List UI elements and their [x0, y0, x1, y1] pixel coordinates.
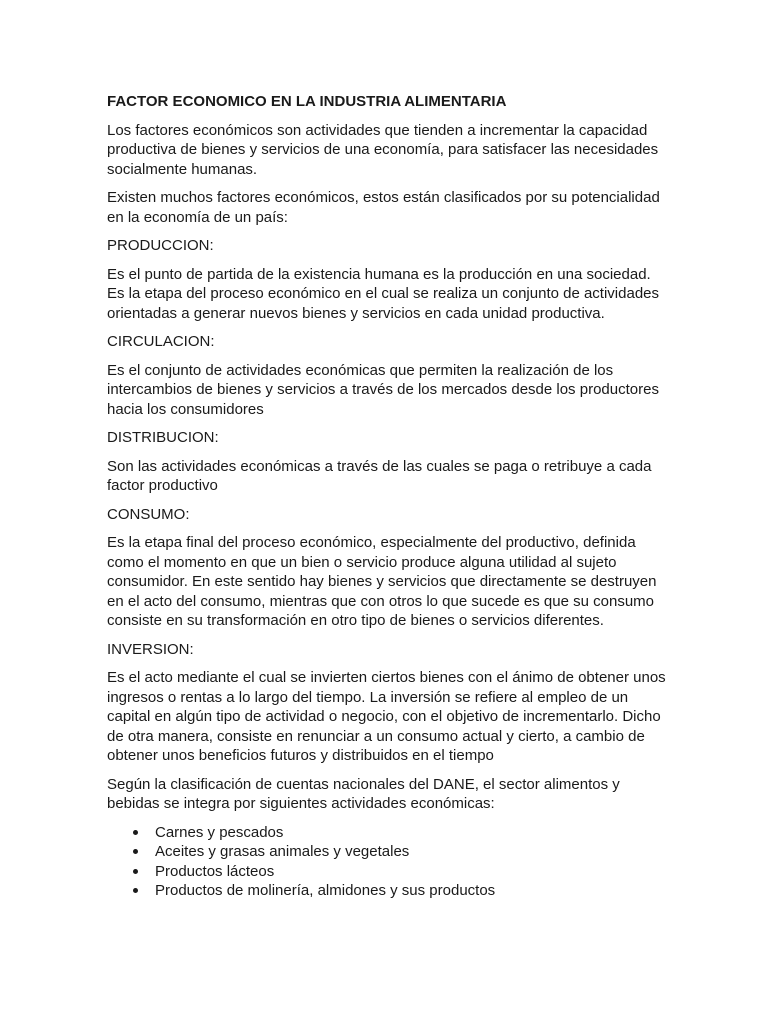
list-item — [155, 823, 667, 843]
section-text-circulacion: Es el conjunto de actividades económicas que permiten la realización de los intercambios de bienes y servicios a través de los mercados desde los productores hacia los consumidores — [107, 361, 659, 418]
list-item-text: Productos lácteos — [155, 862, 275, 880]
list-item — [155, 881, 667, 901]
section-text-produccion: Es el punto de partida de la existencia humana es la producción en una sociedad. Es la etapa del proceso económico en el cual se realiza un conjunto de actividades orientadas a generar nuevos bienes y servicios en cada unidad productiva. — [107, 265, 660, 322]
intro-paragraph-1: Los factores económicos son actividades que tienden a incrementar la capacidad productiva de bienes y servicios de una economía, para satisfacer las necesidades socialmente humanas. — [107, 121, 659, 178]
bullet-icon — [133, 849, 138, 854]
activities-list — [107, 823, 667, 901]
section-text-consumo: Es la etapa final del proceso económico, especialmente del productivo, definida como el momento en que un bien o servicio produce alguna utilidad al sujeto consumidor. En este sentido hay bienes y servicios que directamente se destruyen en el acto del consumo, mientras que con otros lo que sucede es que su consumo consiste en su transformación en otro tipo de bienes o servicios diferentes. — [107, 534, 657, 629]
document-page — [107, 92, 667, 901]
intro-paragraph-2: Existen muchos factores económicos, estos están clasificados por su potencialidad en la economía de un país: — [107, 189, 660, 226]
bullet-icon — [133, 830, 138, 835]
section-heading-circulacion: CIRCULACION: — [107, 333, 215, 350]
list-item — [155, 862, 667, 882]
list-item — [155, 842, 667, 862]
section-heading-inversion: INVERSION: — [107, 640, 194, 658]
section-text-distribucion: Son las actividades económicas a través de las cuales se paga o retribuye a cada factor productivo — [107, 457, 652, 494]
bullet-icon — [133, 888, 138, 893]
closing-paragraph: Según la clasificación de cuentas nacionales del DANE, el sector alimentos y bebidas se integra por siguientes actividades económicas: — [107, 775, 620, 812]
list-item-text: Carnes y pescados — [155, 823, 284, 841]
list-item-text: Productos de molinería, almidones y sus productos — [155, 882, 496, 899]
list-item-text: Aceites y grasas animales y vegetales — [155, 843, 410, 860]
section-text-inversion: Es el acto mediante el cual se invierten ciertos bienes con el ánimo de obtener unos ingresos o rentas a lo largo del tiempo. La inversión se refiere al empleo de un capital en algún tipo de actividad o negocio, con el objetivo de incrementarlo. Dicho de otra manera, consiste en renunciar a un consumo actual y cierto, a cambio de obtener unos beneficios futuros y distribuidos en el tiempo — [107, 669, 666, 764]
section-heading-distribucion: DISTRIBUCION: — [107, 429, 219, 446]
section-heading-consumo: CONSUMO: — [107, 505, 190, 523]
bullet-icon — [133, 869, 138, 874]
document-title: FACTOR ECONOMICO EN LA INDUSTRIA ALIMENTARIA — [107, 93, 507, 110]
section-heading-produccion: PRODUCCION: — [107, 237, 214, 254]
